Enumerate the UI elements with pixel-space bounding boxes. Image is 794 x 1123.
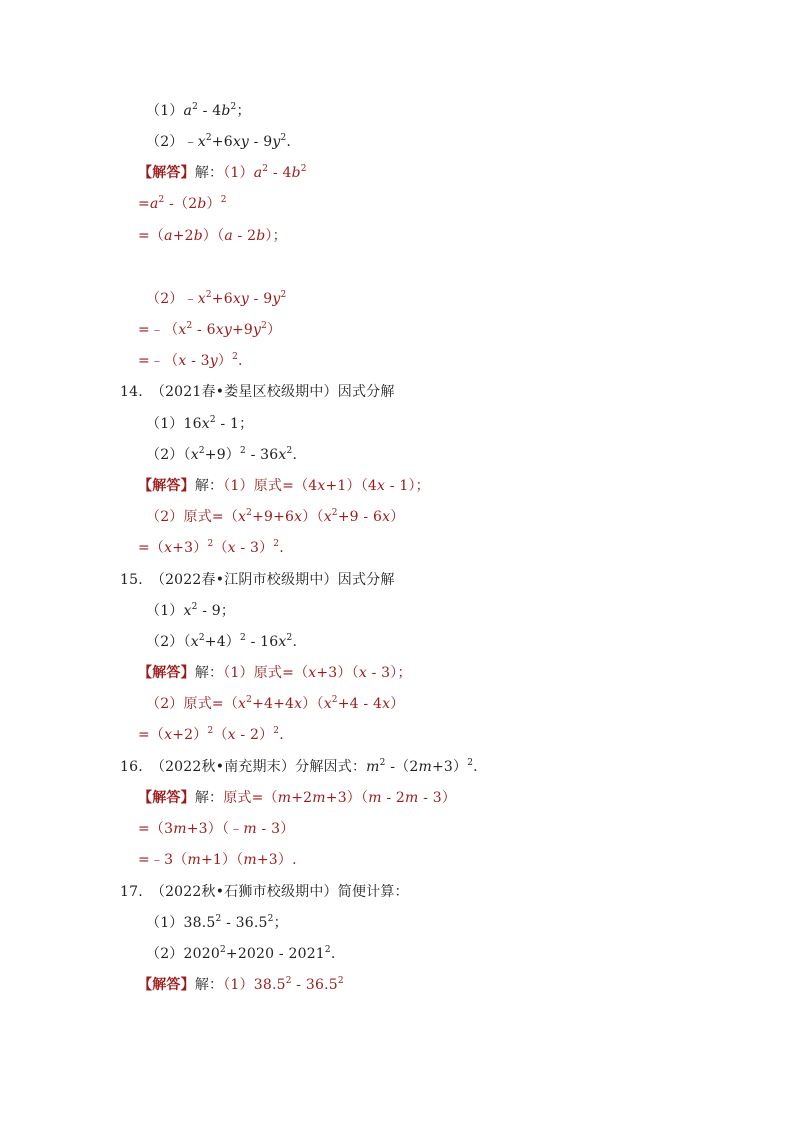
part-label: （2） (146, 696, 184, 712)
q16-title (120, 757, 478, 777)
q13-ans2-head (146, 289, 286, 309)
q15-answer-line1 (138, 663, 412, 683)
q16-answer-line1 (138, 788, 456, 808)
answer-tag: 【解答】 (138, 665, 195, 681)
q15-title (120, 570, 395, 590)
question-title: （2022春•江阴市校级期中）因式分解 (150, 572, 395, 588)
q14-part1-expr: $16x^2 - 1$； (183, 415, 254, 432)
q14-part2 (146, 445, 297, 465)
q13-part2 (146, 132, 291, 152)
q14-ans1-expr: 原式=（4x+1）（4x - 1）； (253, 478, 430, 494)
question-number: 14. (120, 384, 143, 400)
answer-tag: 【解答】 (138, 165, 195, 181)
answer-tag: 【解答】 (138, 790, 195, 806)
q14-ans2-step1 (138, 538, 284, 558)
q16-step1-expr: =（3m+3）（﹣m - 3） (138, 821, 295, 837)
answer-tag: 【解答】 (138, 977, 195, 993)
q13-ans1-step1-expr: $=a^2$ $-(2b)^2$ (138, 195, 227, 212)
q17-part2 (146, 944, 336, 964)
question-number: 17. (120, 884, 143, 900)
q14-ans2-expr: 原式$=(x^2+9+6x)(x^2+9 - 6x)$ (183, 508, 405, 525)
part-label: （2） (146, 946, 184, 962)
q15-ans2-step1 (138, 725, 284, 745)
q13-ans2-step1 (138, 320, 281, 340)
q13-ans1-head-expr: $a^2 - 4b^2$ (253, 164, 307, 181)
q16-ans-expr: 原式=（m+2m+3）（m - 2m - 3） (223, 790, 457, 806)
question-title: （2022秋•石狮市校级期中）简便计算： (150, 884, 409, 900)
q14-ans2 (146, 507, 404, 527)
q15-part2-expr: $(x^2+4)^2 - 16x^2$. (183, 633, 298, 650)
q13-ans2-step1-expr: $=﹣(x^2 - 6xy+9y^2)$ (138, 321, 282, 338)
q16-step1 (138, 819, 294, 839)
q14-ans2-step1-expr: $=(x+3)^2(x - 3)^2$. (138, 539, 284, 556)
solution-word: 解： (194, 665, 224, 681)
part-label: （2） (146, 134, 184, 150)
q15-ans2 (146, 694, 404, 714)
q15-part1-expr: $x^2 - 9$； (183, 602, 236, 619)
q14-part2-expr: $(x^2+9)^2 - 36x^2$. (183, 446, 298, 463)
q17-part1 (146, 913, 288, 933)
solution-word: 解： (194, 977, 224, 993)
q13-ans1-step1 (138, 194, 227, 214)
q13-ans2-step2-expr: =﹣（x - 3y）$^2$. (138, 352, 243, 369)
q17-part2-expr: $2020^2+2020 - 2021^2$. (183, 945, 336, 962)
part-label: （1） (223, 165, 254, 181)
part-label: （1） (146, 416, 184, 432)
q17-answer-line1 (138, 975, 344, 995)
solution-word: 解： (194, 165, 224, 181)
q17-title (120, 882, 409, 902)
q16-step2-expr: =﹣3（m+1）（m+3）. (138, 852, 297, 868)
question-title: （2021春•娄星区校级期中）因式分解 (150, 384, 395, 400)
q16-step2 (138, 850, 297, 870)
part-label: （1） (146, 915, 184, 931)
q14-title (120, 382, 395, 402)
q14-part1 (146, 414, 253, 434)
part-label: （2） (146, 291, 184, 307)
q14-answer-line1 (138, 476, 430, 496)
q13-part2-expr: $﹣x^2+6xy - 9y^2$. (183, 133, 292, 150)
q13-part1-expr: $a^2 - 4b^2$； (183, 102, 251, 119)
q13-ans2-head-expr: $﹣x^2+6xy - 9y^2$ (183, 290, 287, 307)
q16-title-expr: （2022秋•南充期末）分解因式：$m^2$ $-(2m+3)^2$. (150, 758, 478, 775)
q15-ans2-step1-expr: $=(x+2)^2(x - 2)^2$. (138, 726, 284, 743)
q13-answer-line1 (138, 163, 307, 183)
q15-part1 (146, 601, 235, 621)
part-label: （1） (223, 478, 254, 494)
solution-word: 解： (194, 790, 224, 806)
part-label: （1） (146, 103, 184, 119)
part-label: （1） (223, 665, 254, 681)
solution-word: 解： (194, 478, 224, 494)
q13-part1 (146, 101, 251, 121)
q13-ans2-step2 (138, 351, 243, 371)
q17-part1-expr: 38.5$^2$ - 36.5$^2$； (183, 914, 288, 931)
q15-ans1-expr: 原式=（x+3）（x - 3）； (253, 665, 412, 681)
q13-ans1-step2-expr: =（a+2b）（a - 2b）； (138, 228, 287, 244)
question-number: 16. (120, 759, 143, 775)
part-label: （2） (146, 509, 184, 525)
q15-ans2-expr: 原式$=(x^2+4+4x)(x^2+4 - 4x)$ (183, 695, 405, 712)
q13-ans1-step2 (138, 226, 287, 246)
part-label: （1） (146, 603, 184, 619)
part-label: （1） (223, 977, 254, 993)
question-number: 15. (120, 572, 143, 588)
part-label: （2） (146, 634, 184, 650)
answer-tag: 【解答】 (138, 478, 195, 494)
part-label: （2） (146, 447, 184, 463)
q17-ans1-head-expr: 38.5$^2$ - 36.5$^2$ (253, 976, 344, 993)
q15-part2 (146, 632, 297, 652)
